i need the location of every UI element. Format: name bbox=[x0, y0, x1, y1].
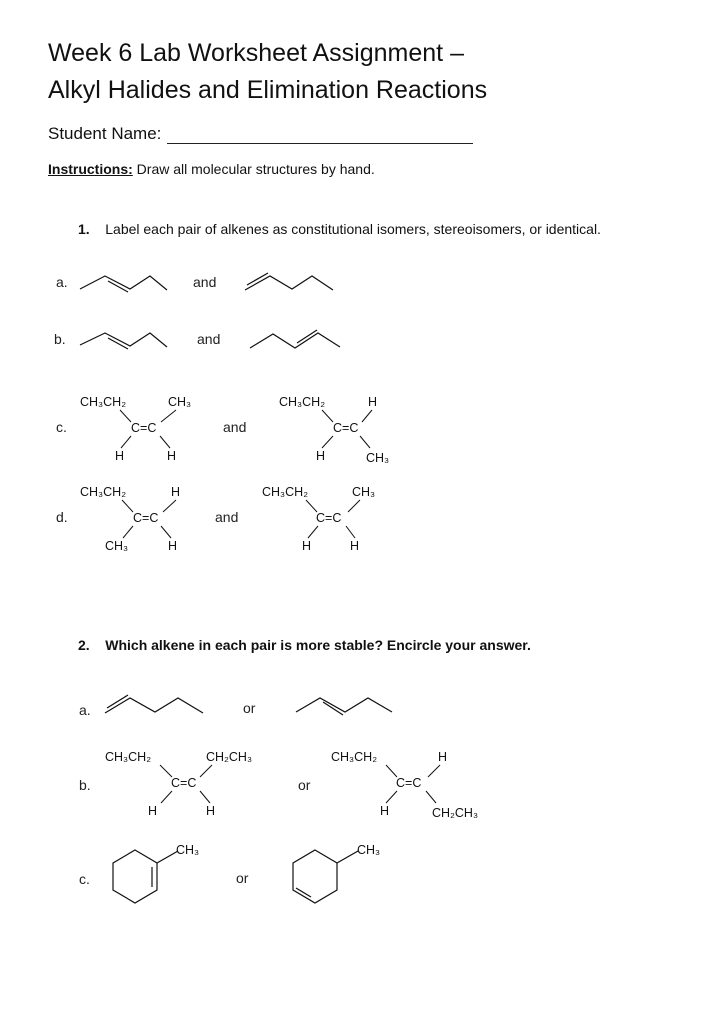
q1c-left-ce: C=C bbox=[131, 421, 157, 435]
q2b-left-h1: H bbox=[148, 804, 158, 818]
q1c-right-h2: H bbox=[316, 449, 326, 463]
q2b-left-h2: H bbox=[206, 804, 216, 818]
q1d-left-h: H bbox=[171, 485, 181, 499]
question-1-number: 1. bbox=[78, 221, 90, 237]
q2a-right-alkene bbox=[296, 698, 392, 715]
q1c-right-ce: C=C bbox=[333, 421, 359, 435]
question-2 bbox=[78, 637, 531, 653]
q2b-right-h: H bbox=[438, 750, 448, 764]
q1c-right-ethyl: CH₃CH₂ bbox=[279, 395, 326, 409]
question-2-text: Which alkene in each pair is more stable? Encircle your answer. bbox=[105, 637, 531, 653]
q1-letter-b: b. bbox=[54, 331, 66, 347]
q1c-left-methyl: CH₃ bbox=[168, 395, 192, 409]
q2b-left-ethyl2: CH₂CH₃ bbox=[206, 750, 253, 764]
question-1-text: Label each pair of alkenes as constitutional isomers, stereoisomers, or identical. bbox=[105, 221, 601, 237]
q2c-or: or bbox=[236, 870, 249, 886]
q1d-left-methyl: CH₃ bbox=[105, 539, 129, 553]
q1d-and: and bbox=[215, 509, 239, 525]
instructions-text: Draw all molecular structures by hand. bbox=[132, 161, 375, 177]
q2b-left-ce: C=C bbox=[171, 776, 197, 790]
q1b-left-alkene bbox=[80, 333, 167, 349]
q1-letter-d: d. bbox=[56, 509, 68, 525]
instructions-label: Instructions: bbox=[48, 161, 133, 177]
q2b-or: or bbox=[298, 777, 311, 793]
q2c-left-methyl: CH₃ bbox=[176, 843, 200, 857]
q1d-right-h2: H bbox=[350, 539, 360, 553]
q2a-or: or bbox=[243, 700, 256, 716]
q2b-right-ethyl: CH₃CH₂ bbox=[331, 750, 378, 764]
q1d-right-ce: C=C bbox=[316, 511, 342, 525]
q1d-right-ethyl: CH₃CH₂ bbox=[262, 485, 309, 499]
q1b-and: and bbox=[197, 331, 221, 347]
q1c-right-methyl: CH₃ bbox=[366, 451, 390, 465]
q1a-right-alkene bbox=[245, 273, 333, 290]
question-2-number: 2. bbox=[78, 637, 90, 653]
page-subtitle: Alkyl Halides and Elimination Reactions bbox=[48, 76, 488, 104]
q2-letter-c: c. bbox=[79, 871, 90, 887]
q1c-left-h1: H bbox=[115, 449, 125, 463]
student-name-label: Student Name: bbox=[48, 124, 162, 143]
q1-letter-c: c. bbox=[56, 419, 67, 435]
q1b-right-alkene bbox=[250, 330, 340, 348]
q1d-left-h2: H bbox=[168, 539, 178, 553]
page-title: Week 6 Lab Worksheet Assignment – bbox=[48, 39, 464, 67]
q2-letter-a: a. bbox=[79, 702, 91, 718]
q2c-right-ring bbox=[293, 850, 358, 903]
q2c-right-methyl: CH₃ bbox=[357, 843, 381, 857]
q1c-left-ethyl: CH₃CH₂ bbox=[80, 395, 127, 409]
q2b-left-ethyl: CH₃CH₂ bbox=[105, 750, 152, 764]
q1d-right-h1: H bbox=[302, 539, 312, 553]
q2b-right-ethyl2: CH₂CH₃ bbox=[432, 806, 479, 820]
q2c-left-ring bbox=[113, 850, 178, 903]
q1c-left-h2: H bbox=[167, 449, 177, 463]
q2b-right-ce: C=C bbox=[396, 776, 422, 790]
q2a-left-alkene bbox=[105, 695, 203, 713]
q1a-and: and bbox=[193, 274, 217, 290]
q2b-right-h2: H bbox=[380, 804, 390, 818]
q1c-right-h: H bbox=[368, 395, 378, 409]
q1d-right-methyl: CH₃ bbox=[352, 485, 376, 499]
q1d-left-ethyl: CH₃CH₂ bbox=[80, 485, 127, 499]
q1d-left-ce: C=C bbox=[133, 511, 159, 525]
q1-letter-a: a. bbox=[56, 274, 68, 290]
q2-letter-b: b. bbox=[79, 777, 91, 793]
q1c-and: and bbox=[223, 419, 247, 435]
q1a-left-alkene bbox=[80, 276, 167, 292]
